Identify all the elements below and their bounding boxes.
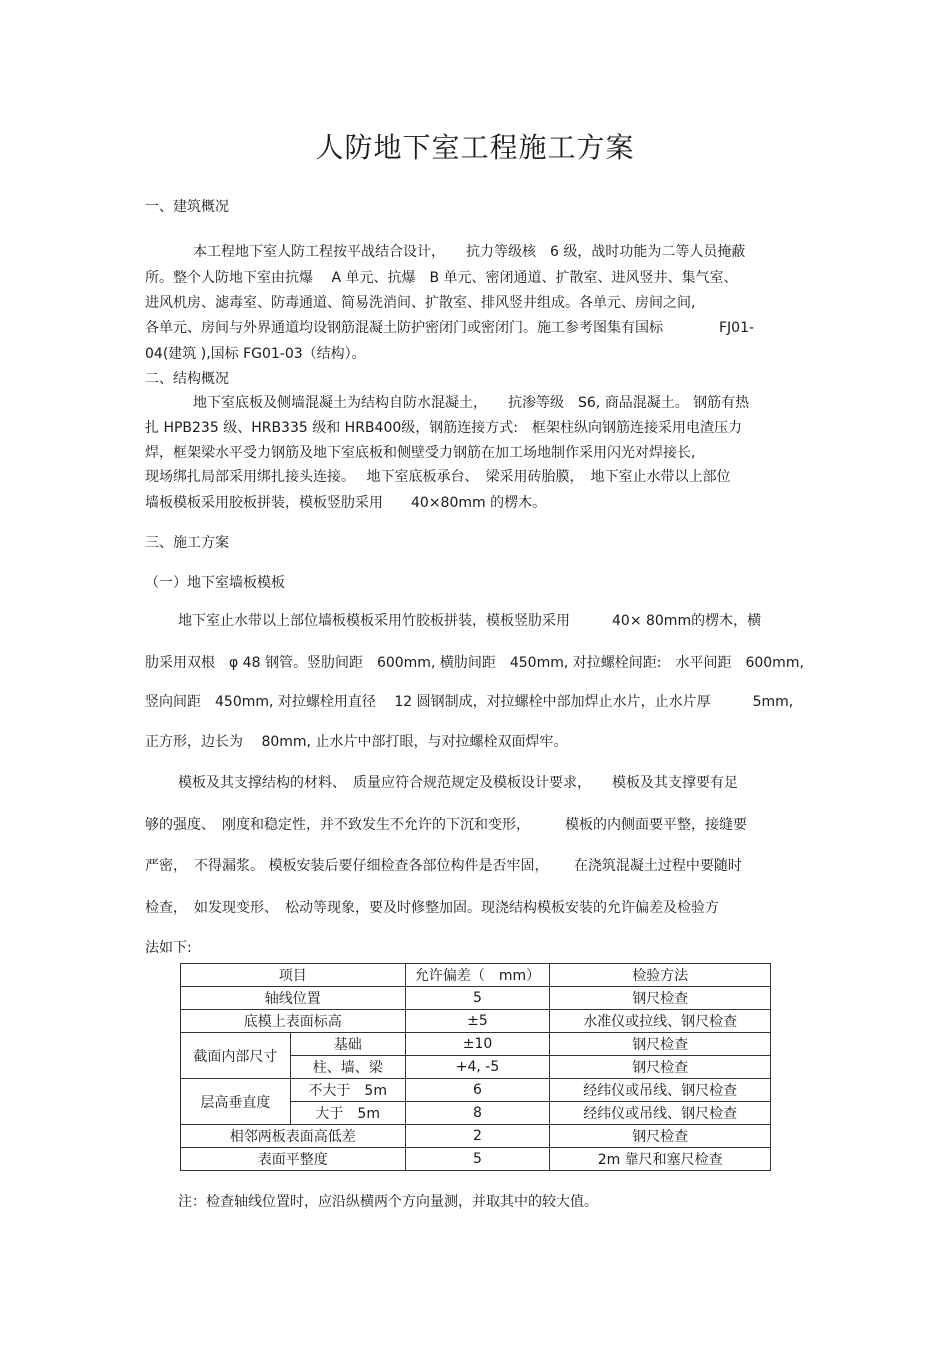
table-cell: 底模上表面标高 bbox=[181, 1010, 406, 1033]
table-cell: 水准仪或拉线、钢尺检查 bbox=[550, 1010, 771, 1033]
table-cell: 5 bbox=[405, 987, 550, 1010]
paragraph-line: 墙板模板采用胶板拼装，模板竖肋采用 40×80mm 的楞木。 bbox=[145, 495, 547, 511]
table-cell: 经纬仪或吊线、钢尺检查 bbox=[550, 1102, 771, 1125]
table-row bbox=[181, 1010, 771, 1033]
paragraph-line: 够的强度、 刚度和稳定性，并不致发生不允许的下沉和变形， 模板的内侧面要平整，接缝要 bbox=[145, 817, 747, 833]
table-cell: 8 bbox=[405, 1102, 550, 1125]
table-row bbox=[181, 1079, 771, 1102]
paragraph-line: 各单元、房间与外界通道均设钢筋混凝土防护密闭门或密闭门。施工参考图集有国标 FJ01- bbox=[145, 320, 755, 336]
paragraph-line: 进风机房、滤毒室、防毒通道、简易洗消间、扩散室、排风竖井组成。各单元、房间之间, bbox=[145, 295, 696, 311]
table-cell: 钢尺检查 bbox=[550, 987, 771, 1010]
table-header-cell: 允许偏差（ mm） bbox=[405, 964, 550, 987]
table-cell: ±5 bbox=[405, 1010, 550, 1033]
table-cell: 不大于 5m bbox=[290, 1079, 405, 1102]
table-cell: 钢尺检查 bbox=[550, 1056, 771, 1079]
table-row bbox=[181, 987, 771, 1010]
paragraph-line: 焊，框架梁水平受力钢筋及地下室底板和侧壁受力钢筋在加工场地制作采用闪光对焊接长, bbox=[145, 445, 696, 461]
table-cell: 相邻两板表面高低差 bbox=[181, 1125, 406, 1148]
table-cell: +4, -5 bbox=[405, 1056, 550, 1079]
table-cell: 6 bbox=[405, 1079, 550, 1102]
table-group-cell: 层高垂直度 bbox=[181, 1079, 291, 1125]
table-header-row bbox=[181, 964, 771, 987]
section-heading-1: 一、建筑概况 bbox=[145, 199, 229, 215]
paragraph-line: 模板及其支撑结构的材料、 质量应符合规范规定及模板设计要求， 模板及其支撑要有足 bbox=[178, 775, 738, 791]
paragraph-line: 所。整个人防地下室由抗爆 A 单元、抗爆 B 单元、密闭通道、扩散室、进风竖井、集气室、 bbox=[145, 270, 738, 286]
section-heading-2: 二、结构概况 bbox=[145, 371, 229, 387]
table-cell: 轴线位置 bbox=[181, 987, 406, 1010]
subsection-heading: （一）地下室墙板模板 bbox=[145, 575, 285, 591]
table-header-cell: 检验方法 bbox=[550, 964, 771, 987]
paragraph-line: 本工程地下室人防工程按平战结合设计， 抗力等级核 6 级，战时功能为二等人员掩蔽 bbox=[193, 244, 746, 260]
paragraph-line: 04(建筑 ),国标 FG01-03（结构）。 bbox=[145, 346, 366, 362]
paragraph-line: 严密， 不得漏浆。 模板安装后要仔细检查各部位构件是否牢固， 在浇筑混凝土过程中要随时 bbox=[145, 858, 742, 874]
tolerance-table bbox=[180, 963, 771, 1171]
section-heading-3: 三、施工方案 bbox=[145, 535, 229, 551]
table-header-cell: 项目 bbox=[181, 964, 406, 987]
table-cell: 表面平整度 bbox=[181, 1148, 406, 1171]
paragraph-line: 扎 HPB235 级、HRB335 级和 HRB400级，钢筋连接方式: 框架柱纵向钢筋连接采用电渣压力 bbox=[145, 420, 742, 436]
table-cell: 5 bbox=[405, 1148, 550, 1171]
paragraph-line: 肋采用双根 φ 48 钢管。竖肋间距 600mm, 横肋间距 450mm, 对拉螺栓间距: 水平间距 600mm, bbox=[145, 655, 804, 671]
table-row bbox=[181, 1148, 771, 1171]
paragraph-line: 正方形，边长为 80mm, 止水片中部打眼，与对拉螺栓双面焊牢。 bbox=[145, 734, 568, 750]
table-row bbox=[181, 1125, 771, 1148]
table-cell: 2m 靠尺和塞尺检查 bbox=[550, 1148, 771, 1171]
table-group-cell: 截面内部尺寸 bbox=[181, 1033, 291, 1079]
paragraph-line: 现场绑扎局部采用绑扎接头连接。 地下室底板承台、 梁采用砖胎膜， 地下室止水带以上部位 bbox=[145, 469, 731, 485]
table-note: 注：检查轴线位置时，应沿纵横两个方向量测，并取其中的较大值。 bbox=[178, 1194, 598, 1210]
paragraph-line: 地下室底板及侧墙混凝土为结构自防水混凝土， 抗渗等级 S6, 商品混凝土。 钢筋有热 bbox=[193, 395, 750, 411]
table-cell: 钢尺检查 bbox=[550, 1125, 771, 1148]
paragraph-line: 检查， 如发现变形、 松动等现象，要及时修整加固。现浇结构模板安装的允许偏差及检验方 bbox=[145, 900, 719, 916]
paragraph-line: 法如下: bbox=[145, 940, 192, 956]
paragraph-line: 竖向间距 450mm, 对拉螺栓用直径 12 圆钢制成，对拉螺栓中部加焊止水片，止水片厚 5mm, bbox=[145, 694, 794, 710]
paragraph-line: 地下室止水带以上部位墙板模板采用竹胶板拼装，模板竖肋采用 40× 80mm的楞木，横 bbox=[178, 613, 762, 629]
page-title: 人防地下室工程施工方案 bbox=[315, 131, 635, 164]
table-cell: 大于 5m bbox=[290, 1102, 405, 1125]
table-row bbox=[181, 1033, 771, 1056]
table-cell: 柱、墙、梁 bbox=[290, 1056, 405, 1079]
table-cell: ±10 bbox=[405, 1033, 550, 1056]
table-cell: 钢尺检查 bbox=[550, 1033, 771, 1056]
table-cell: 经纬仪或吊线、钢尺检查 bbox=[550, 1079, 771, 1102]
table-cell: 基础 bbox=[290, 1033, 405, 1056]
table-cell: 2 bbox=[405, 1125, 550, 1148]
